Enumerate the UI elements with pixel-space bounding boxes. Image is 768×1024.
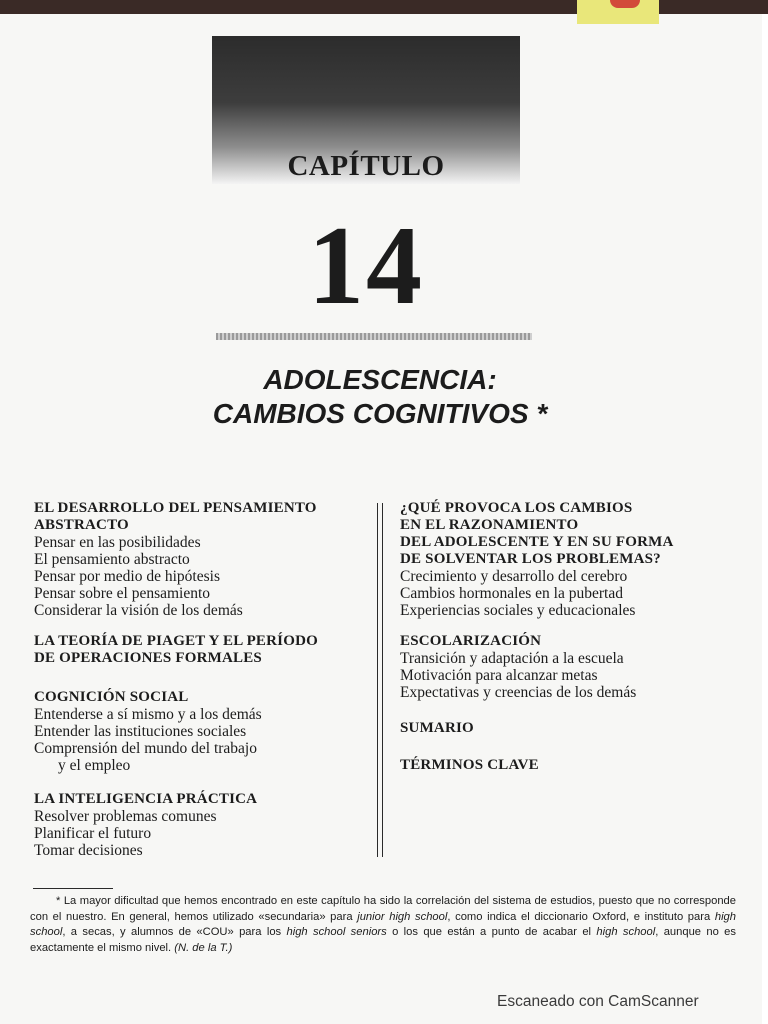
contents-section: [34, 633, 364, 667]
list-item: Pensar sobre el pensamiento: [34, 585, 211, 602]
list-item: Planificar el futuro: [34, 825, 152, 842]
footnote-text: [30, 894, 736, 956]
page-edge: [762, 14, 768, 1024]
column-divider: [377, 503, 383, 857]
list-item: Transición y adaptación a la escuela: [400, 650, 624, 667]
footnote-term: high school seniors: [286, 926, 387, 938]
footnote-part: , aunque no es exactamente el mismo nivel.: [30, 926, 736, 954]
footnote: [30, 894, 736, 956]
contents-section: [400, 720, 740, 737]
list-item: Motivación para alcanzar metas: [400, 667, 598, 684]
chapter-title: [150, 363, 610, 431]
section-heading: DE SOLVENTAR LOS PROBLEMAS?: [400, 551, 661, 567]
section-heading: ¿QUÉ PROVOCA LOS CAMBIOS: [400, 500, 633, 516]
chapter-rule: [216, 333, 532, 340]
section-heading: EN EL RAZONAMIENTO: [400, 517, 579, 533]
section-heading: EL DESARROLLO DEL PENSAMIENTO: [34, 500, 317, 516]
section-heading: ABSTRACTO: [34, 517, 129, 533]
contents-section: [34, 500, 364, 619]
section-heading: TÉRMINOS CLAVE: [400, 757, 539, 773]
list-item: Entender las instituciones sociales: [34, 723, 247, 740]
footnote-part: o los que están a punto de acabar el: [386, 926, 597, 938]
contents-section: [400, 757, 740, 774]
list-item: y el empleo: [58, 757, 131, 774]
list-item: Pensar por medio de hipótesis: [34, 568, 220, 585]
section-heading: LA INTELIGENCIA PRÁCTICA: [34, 791, 258, 807]
section-heading: COGNICIÓN SOCIAL: [34, 689, 189, 705]
list-item: Considerar la visión de los demás: [34, 602, 243, 619]
contents-section: [400, 633, 740, 701]
chapter-title-line-2: CAMBIOS COGNITIVOS *: [212, 398, 548, 429]
section-heading: SUMARIO: [400, 720, 474, 736]
list-item: Entenderse a sí mismo y a los demás: [34, 706, 262, 723]
contents-left-column: [34, 500, 364, 873]
list-item: Crecimiento y desarrollo del cerebro: [400, 568, 628, 585]
footnote-part: , como indica el diccionario Oxford, e instituto para: [447, 910, 715, 923]
section-heading: LA TEORÍA DE PIAGET Y EL PERÍODO: [34, 633, 318, 649]
chapter-label: CAPÍTULO: [287, 150, 445, 182]
list-item: Resolver problemas comunes: [34, 808, 217, 825]
footnote-term: junior high school: [357, 910, 448, 923]
list-item: Pensar en las posibilidades: [34, 534, 201, 551]
footnote-term: high school: [596, 926, 656, 938]
section-heading: ESCOLARIZACIÓN: [400, 633, 542, 649]
list-item: Cambios hormonales en la pubertad: [400, 585, 623, 602]
chapter-number: 14: [308, 204, 424, 328]
list-item: Comprensión del mundo del trabajo: [34, 740, 257, 757]
contents-section: [34, 689, 364, 774]
footnote-rule: [33, 888, 113, 889]
footnote-part: , a secas, y alumnos de «COU» para los: [62, 926, 287, 938]
sticky-note-mark: [610, 0, 640, 8]
contents-right-column: [400, 500, 740, 794]
list-item: Tomar decisiones: [34, 842, 143, 859]
list-item: El pensamiento abstracto: [34, 551, 190, 568]
section-heading: DEL ADOLESCENTE Y EN SU FORMA: [400, 534, 674, 550]
list-item: Experiencias sociales y educacionales: [400, 602, 636, 619]
contents-section: [34, 791, 364, 859]
footnote-term: high school: [30, 910, 736, 938]
scanner-watermark: Escaneado con CamScanner: [497, 993, 699, 1010]
list-item: Expectativas y creencias de los demás: [400, 684, 637, 701]
contents-section: [400, 500, 740, 619]
chapter-title-line-1: ADOLESCENCIA:: [263, 364, 497, 395]
section-heading: DE OPERACIONES FORMALES: [34, 650, 262, 666]
footnote-part: * La mayor dificultad que hemos encontrado en este capítulo ha sido la correlación del sistema de estudios, puesto que no corresponde con el nuestro. En general, hemos utilizado «secundaria» para: [30, 895, 736, 923]
footnote-translator-note: (N. de la T.): [174, 941, 233, 954]
